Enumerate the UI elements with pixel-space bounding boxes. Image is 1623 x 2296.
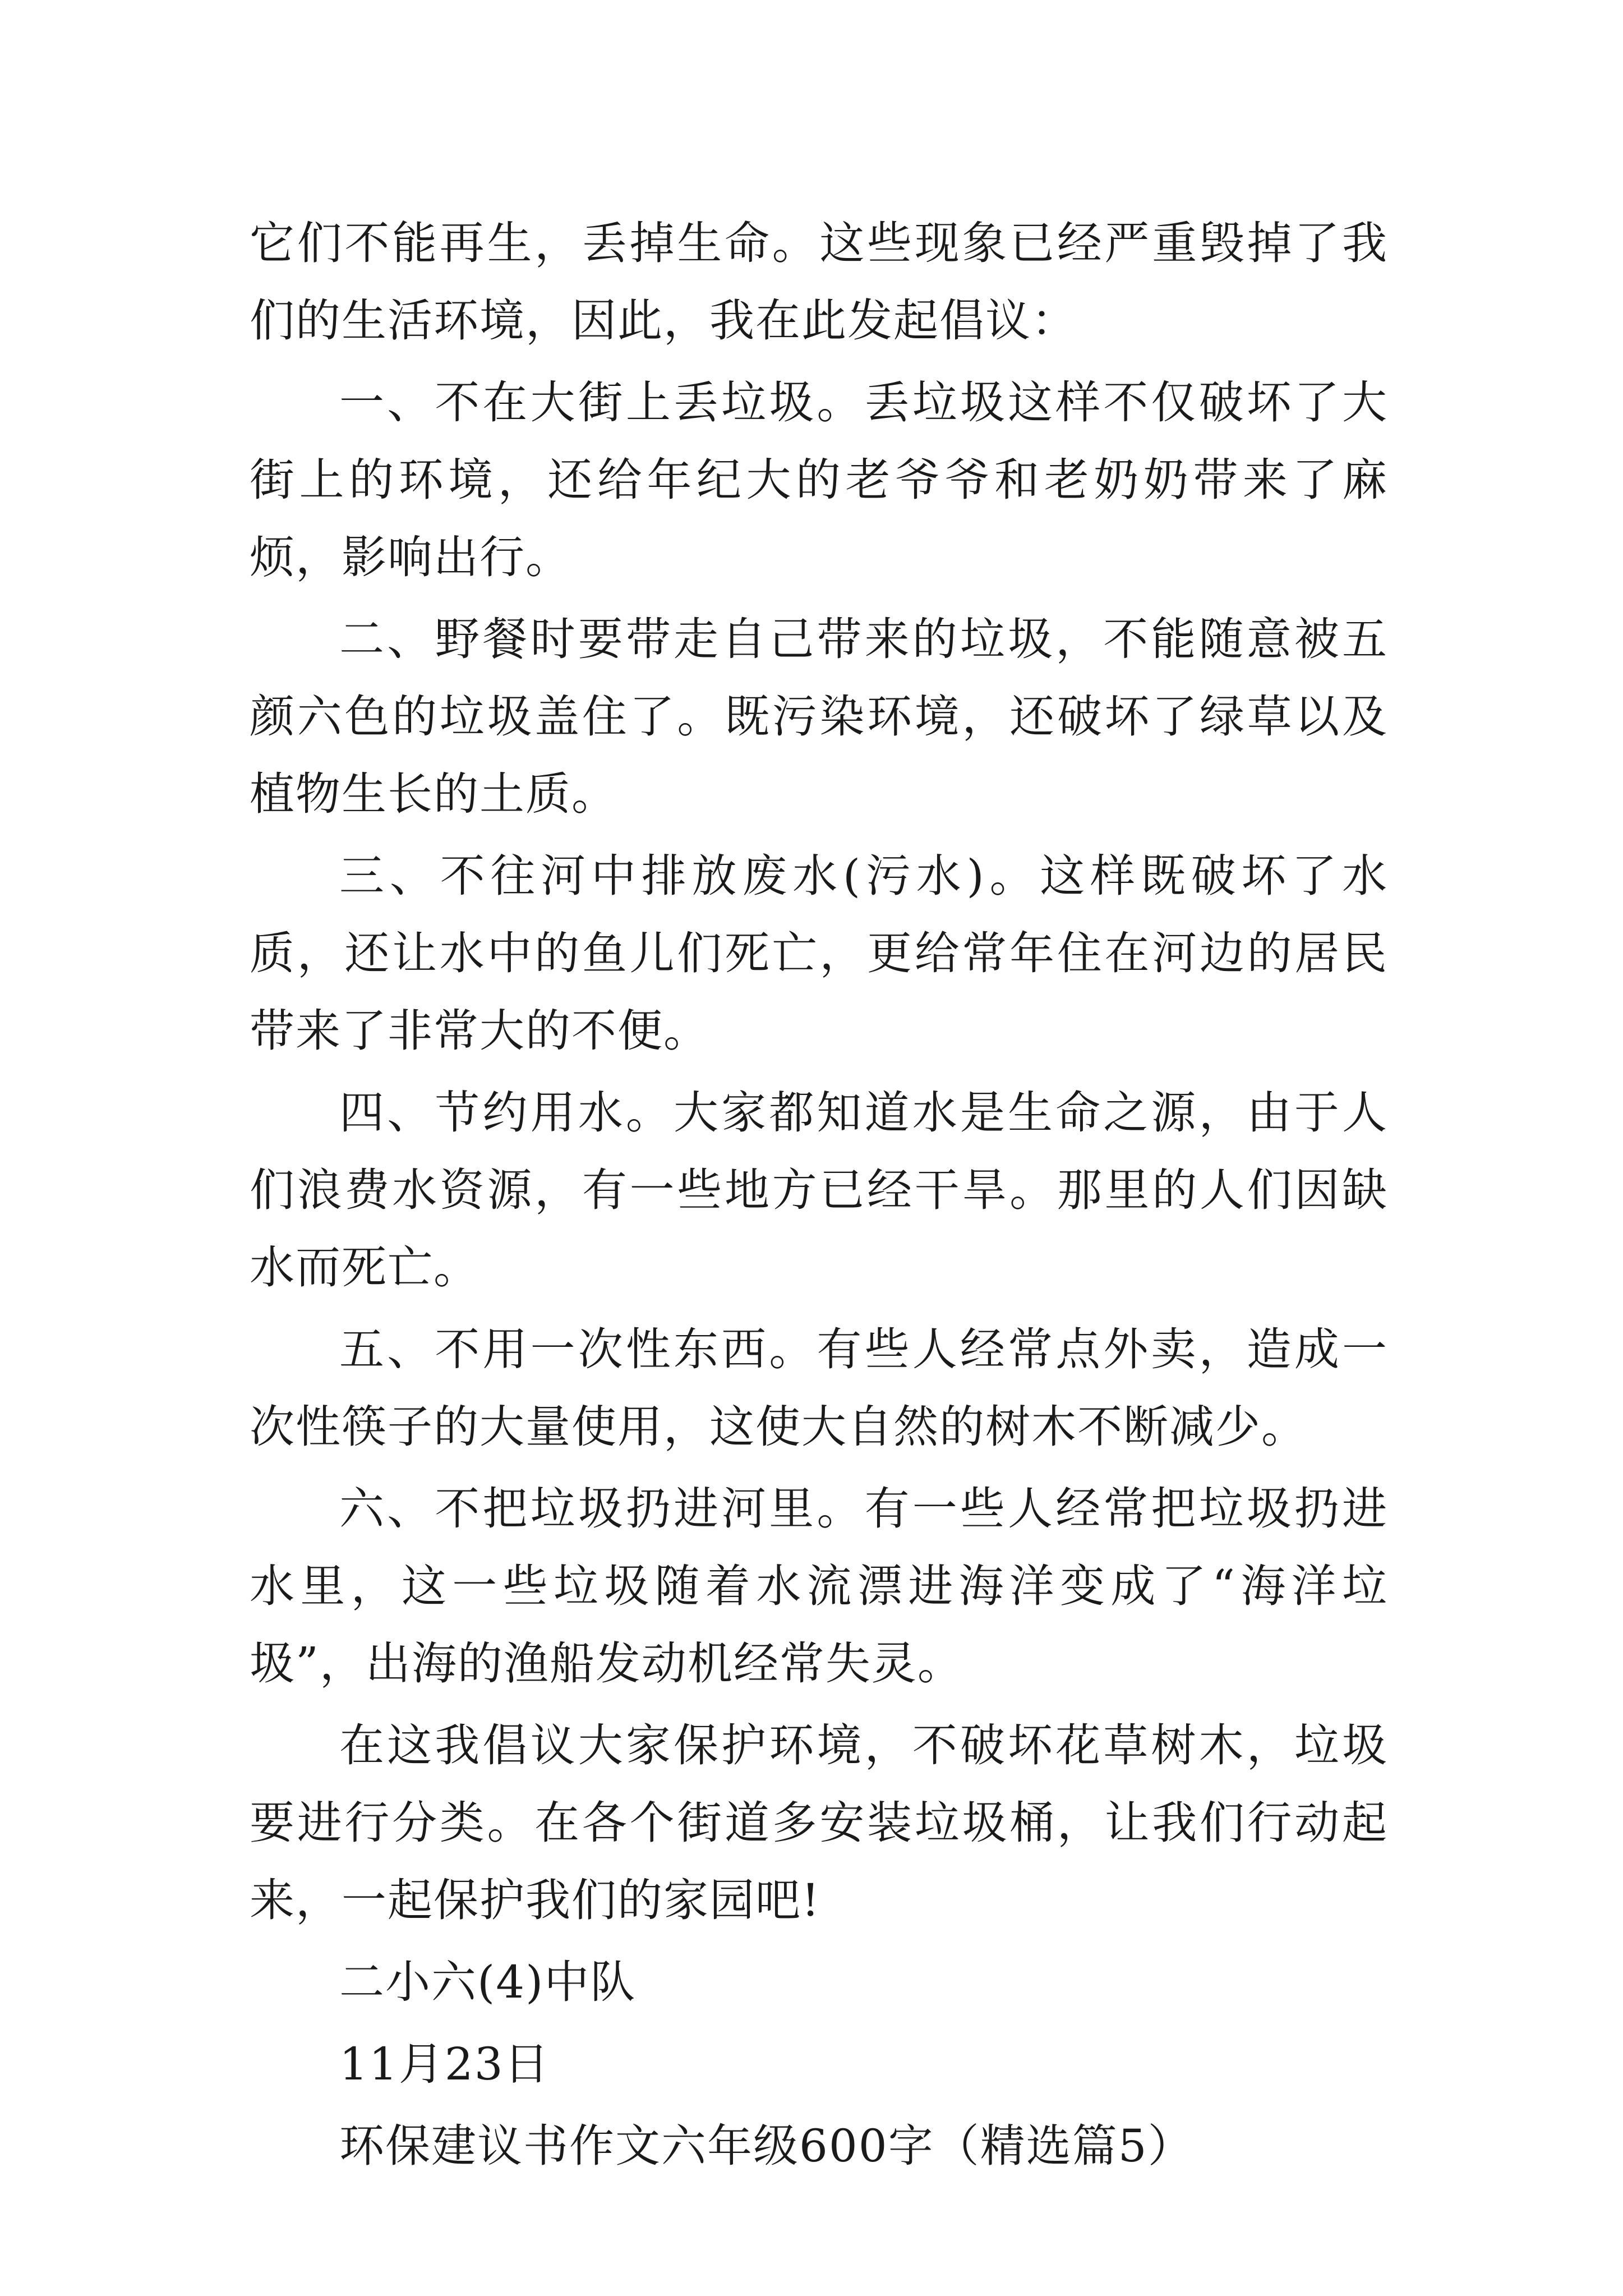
paragraph-proposal-3: 三、不往河中排放废水(污水)。这样既破坏了水质，还让水中的鱼儿们死亡，更给常年住在河边的居民带来了非常大的不便。 <box>250 850 1388 1057</box>
paragraph-proposal-4: 四、节约用水。大家都知道水是生命之源，由于人们浪费水资源，有一些地方已经干旱。那里的人们因缺水而死亡。 <box>250 1087 1388 1294</box>
document-body <box>250 205 1388 2185</box>
date: 11月23日 <box>339 2038 550 2090</box>
next-section-title: 环保建议书作文六年级600字（精选篇5） <box>339 2120 1194 2172</box>
paragraph-closing: 在这我倡议大家保护环境，不破坏花草树木，垃圾要进行分类。在各个街道多安装垃圾桶，让我们行动起来，一起保护我们的家园吧! <box>250 1719 1388 1926</box>
paragraph-proposal-2: 二、野餐时要带走自己带来的垃圾，不能随意被五颜六色的垃圾盖住了。既污染环境，还破坏了绿草以及植物生长的土质。 <box>250 613 1388 820</box>
paragraph-proposal-6: 六、不把垃圾扔进河里。有一些人经常把垃圾扔进水里，这一些垃圾随着水流漂进海洋变成了“海洋垃圾”，出海的渔船发动机经常失灵。 <box>250 1483 1388 1690</box>
paragraph-proposal-5: 五、不用一次性东西。有些人经常点外卖，造成一次性筷子的大量使用，这使大自然的树木不断减少。 <box>250 1323 1388 1453</box>
paragraph-proposal-1: 一、不在大街上丢垃圾。丢垃圾这样不仅破坏了大街上的环境，还给年纪大的老爷爷和老奶奶带来了麻烦，影响出行。 <box>250 376 1388 583</box>
signature: 二小六(4)中队 <box>339 1956 637 2008</box>
paragraph-intro: 它们不能再生，丢掉生命。这些现象已经严重毁掉了我们的生活环境，因此，我在此发起倡议： <box>250 217 1388 347</box>
